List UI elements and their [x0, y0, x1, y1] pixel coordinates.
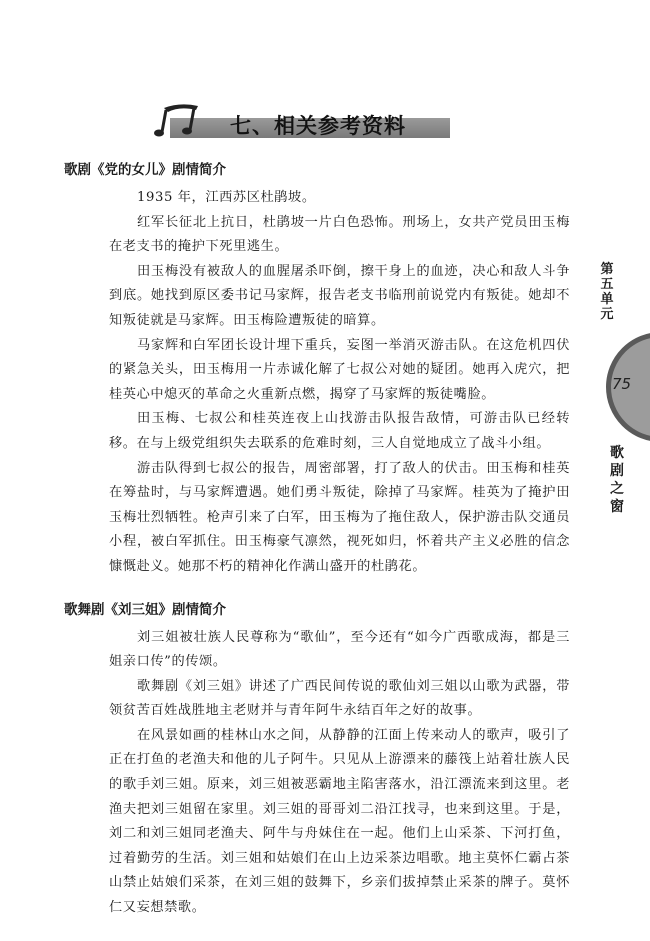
section-heading: 歌舞剧《刘三姐》剧情简介	[64, 601, 226, 618]
paragraph: 1935 年，江西苏区杜鹃坡。	[137, 190, 316, 205]
document-body	[64, 160, 570, 941]
section-dangdenuer	[64, 160, 570, 580]
section-label	[607, 444, 627, 516]
unit-char: 五	[600, 277, 614, 292]
section-char: 窗	[610, 499, 624, 515]
section-title-banner	[150, 100, 420, 140]
section-char: 剧	[610, 463, 624, 479]
section-char: 歌	[610, 445, 624, 461]
paragraph: 刘三姐被壮族人民尊称为“歌仙”，至今还有“如今广西歌成海，都是三姐亲口传”的传颂。	[109, 629, 570, 670]
paragraph: 田玉梅没有被敌人的血腥屠杀吓倒，擦干身上的血迹，决心和敌人斗争到底。她找到原区委书记马家辉，报告老支书临刑前说党内有叛徒。她却不知叛徒就是马家辉。田玉梅险遭叛徒的暗算。	[109, 263, 570, 328]
paragraph: 田玉梅、七叔公和桂英连夜上山找游击队报告敌情，可游击队已经转移。在与上级党组织失去联系的危难时刻，三人自觉地成立了战斗小组。	[109, 411, 570, 451]
unit-label	[592, 262, 622, 322]
unit-char: 第	[600, 262, 614, 277]
page-title: 七、相关参考资料	[230, 114, 406, 138]
unit-char: 元	[600, 307, 614, 322]
paragraph: 在风景如画的桂林山水之间，从静静的江面上传来动人的歌声，吸引了正在打鱼的老渔夫和他的儿子阿牛。只见从上游漂来的藤筏上站着壮族人民的歌手刘三姐。原来，刘三姐被恶霸地主陷害落水，沿江漂流来到这里。老渔夫把刘三姐留在家里。刘三姐的哥哥刘二沿江找寻，也来到这里。于是，刘二和刘三姐同老渔夫、阿牛与舟妹住在一起。他们上山采茶、下河打鱼，过着勤劳的生活。刘三姐和姑娘们在山上边采茶边唱歌。地主莫怀仁霸占茶山禁止姑娘们采茶，在刘三姐的鼓舞下，乡亲们拔掉禁止采茶的牌子。莫怀仁又妄想禁歌。	[109, 727, 570, 916]
section-char: 之	[610, 481, 624, 497]
paragraph: 游击队得到七叔公的报告，周密部署，打了敌人的伏击。田玉梅和桂英在筹盐时，与马家辉遭遇。她们勇斗叛徒，除掉了马家辉。桂英为了掩护田玉梅壮烈牺牲。枪声引来了白军，田玉梅为了拖住敌人，保护游击队交通员小程，被白军抓住。田玉梅豪气凛然，视死如归，怀着共产主义必胜的信念慷慨赴义。她那不朽的精神化作满山盛开的杜鹃花。	[109, 460, 570, 574]
paragraph: 马家辉和白军团长设计埋下重兵，妄图一举消灭游击队。在这危机四伏的紧急关头，田玉梅用一片赤诚化解了七叔公对她的疑团。她再入虎穴，把桂英心中熄灭的革命之火重新点燃，揭穿了马家辉的叛徒嘴脸。	[109, 337, 570, 402]
paragraph: 歌舞剧《刘三姐》讲述了广西民间传说的歌仙刘三姐以山歌为武器，带领贫苦百姓战胜地主老财并与青年阿牛永结百年之好的故事。	[109, 678, 570, 719]
page-number: 75	[612, 375, 632, 393]
section-liusanjie	[64, 600, 570, 921]
section-heading: 歌剧《党的女儿》剧情简介	[64, 162, 226, 178]
paragraph: 红军长征北上抗日，杜鹃坡一片白色恐怖。刑场上，女共产党员田玉梅在老支书的掩护下死里逃生。	[109, 214, 570, 255]
music-note-icon	[150, 100, 210, 140]
unit-char: 单	[600, 292, 614, 307]
